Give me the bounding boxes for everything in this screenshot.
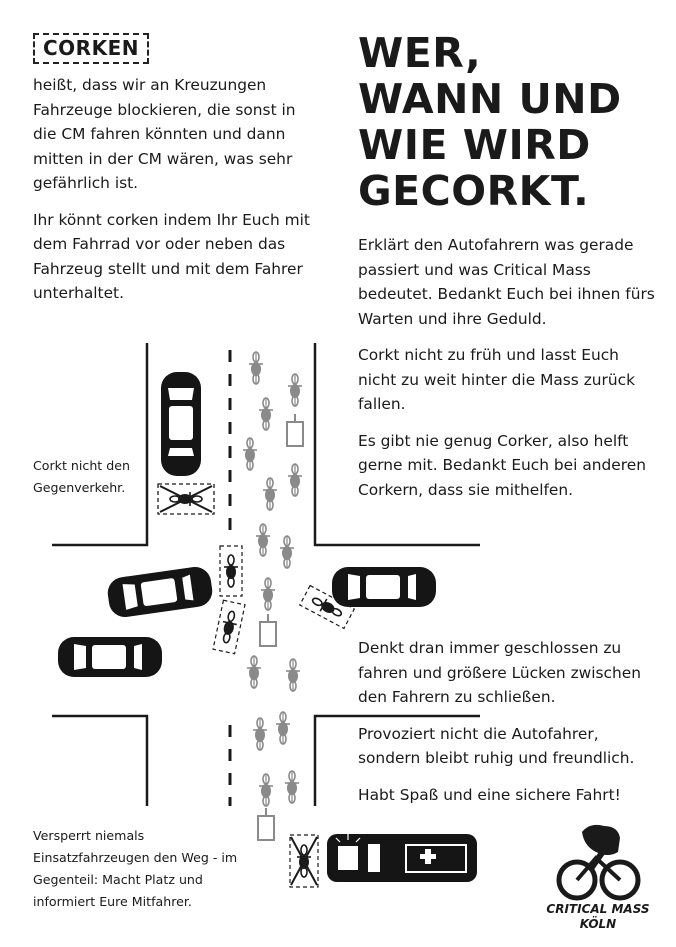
right-paragraph-2: Corkt nicht zu früh und lasst Euch nicht zu weit hinter die Mass zurück fallen. (358, 346, 636, 413)
bottom-paragraph-2: Provoziert nicht die Autofahrer, sondern bleibt ruhig und freundlich. (358, 724, 635, 767)
ambulance (327, 834, 477, 882)
headline-line-2: WANN UND (358, 75, 622, 123)
corken-label: CORKEN (43, 36, 139, 60)
right-paragraph-3: Es gibt nie genug Corker, also helft gerne mit. Bedankt Euch bei anderen Corkern, dass sie mithelfen. (358, 431, 646, 499)
corker-bike-2 (213, 600, 245, 653)
intro-paragraph-1: heißt, dass wir an Kreuzungen Fahrzeuge blockieren, die sonst in die CM fahren könnten und dann mitten in der CM wären, was sehr gefährlich ist. (33, 76, 296, 192)
bottom-paragraph-3: Habt Spaß und eine sichere Fahrt! (358, 785, 621, 804)
intro-paragraph-2: Ihr könnt corken indem Ihr Euch mit dem Fahrrad vor oder neben das Fahrzeug stellt und mit dem Fahrer unterhaltet. (33, 210, 310, 302)
critical-mass-logo (542, 902, 654, 932)
headline-line-3: WIE WIRD (358, 121, 591, 169)
bike-mass (243, 352, 303, 840)
headline-line-4: GECORKT. (358, 167, 590, 215)
car-right (332, 567, 436, 607)
headline-line-1: WER, (358, 29, 482, 77)
corker-bike-1 (220, 546, 242, 596)
side-note: Corkt nicht den Gegenverkehr. (33, 458, 130, 495)
car-oncoming (161, 372, 201, 476)
car-left-lower (58, 637, 162, 677)
right-paragraph-1: Erklärt den Autofahrern was gerade passiert und was Critical Mass bedeutet. Bedankt Euch bei ihnen fürs Warten und ihre Geduld. (358, 236, 655, 328)
car-left-upper (106, 565, 215, 619)
crossed-bike-bottom (290, 835, 318, 887)
emergency-note: Versperrt niemals Einsatzfahrzeugen den Weg - im Gegenteil: Macht Platz und informiert Eure Mitfahrer. (33, 828, 238, 909)
bottom-paragraph-1: Denkt dran immer geschlossen zu fahren und größere Lücken zwischen den Fahrern zu schließen. (358, 639, 641, 706)
logo-line-2: KÖLN (579, 917, 617, 931)
crossed-bike-top (158, 484, 214, 514)
logo-line-1: CRITICAL MASS (546, 902, 650, 916)
critical-mass-logo-icon (559, 825, 638, 898)
